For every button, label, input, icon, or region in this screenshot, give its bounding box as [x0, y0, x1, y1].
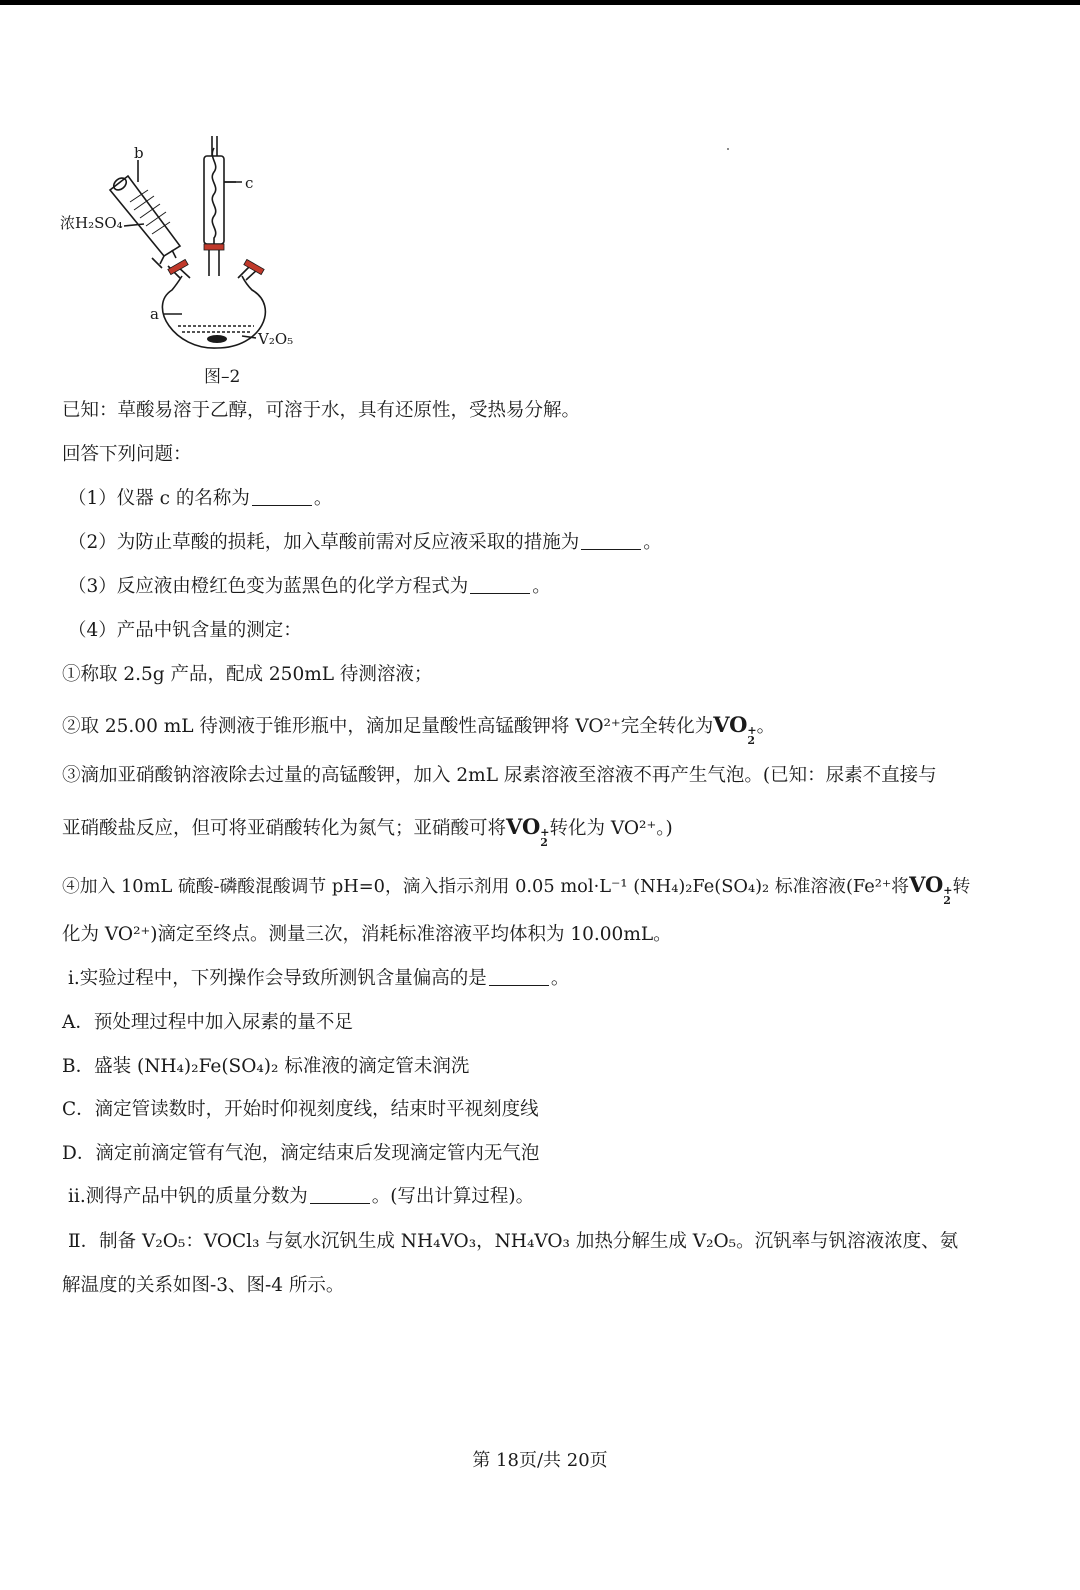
part-2-line-1: Ⅱ．制备 V₂O₅：VOCl₃ 与氨水沉钒生成 NH₄VO₃，NH₄VO₃ 加热分解生成 V₂O₅。沉钒率与钒溶液浓度、氨	[68, 1231, 959, 1252]
qii-end: 。(写出计算过程)。	[371, 1186, 535, 1207]
step-3-line-2	[62, 814, 1052, 848]
step-2	[62, 712, 1052, 746]
option-a: A．预处理过程中加入尿素的量不足	[62, 1012, 353, 1033]
label-oxide-line	[242, 336, 256, 338]
option-b: B．盛装 (NH₄)₂Fe(SO₄)₂ 标准液的滴定管未润洗	[62, 1056, 470, 1077]
question-i	[68, 966, 1058, 992]
option-d: D．滴定前滴定管有气泡，滴定结束后发现滴定管内无气泡	[62, 1143, 540, 1164]
s2-text: ②取 25.00 mL 待测液于锥形瓶中，滴加足量酸性高锰酸钾将 VO²⁺完全转化为	[62, 716, 714, 737]
q3-text: （3）反应液由橙红色变为蓝黑色的化学方程式为	[68, 576, 469, 597]
q2-text: （2）为防止草酸的损耗，加入草酸前需对反应液采取的措施为	[68, 532, 580, 553]
step-4-line-1	[62, 872, 1052, 906]
q1-end: 。	[313, 488, 333, 509]
label-b: b	[134, 144, 144, 162]
answer-blank	[252, 489, 312, 506]
question-2	[68, 530, 1058, 556]
known-info: 已知：草酸易溶于乙醇，可溶于水，具有还原性，受热易分解。	[62, 400, 581, 421]
q1-text: （1）仪器 c 的名称为	[68, 488, 250, 509]
joint-left	[168, 259, 188, 274]
label-acid: 浓H₂SO₄	[60, 214, 123, 232]
step-4-line-2: 化为 VO²⁺)滴定至终点。测量三次，消耗标准溶液平均体积为 10.00mL。	[62, 924, 672, 945]
qii-text: ⅱ.测得产品中钒的质量分数为	[68, 1186, 308, 1207]
answer-prompt: 回答下列问题：	[62, 444, 192, 465]
question-1	[68, 486, 1058, 512]
answer-blank	[581, 533, 641, 550]
answer-blank	[489, 969, 549, 986]
step-3-line-1: ③滴加亚硝酸钠溶液除去过量的高锰酸钾，加入 2mL 尿素溶液至溶液不再产生气泡。(已知：尿素不直接与	[62, 765, 937, 786]
step-1: ①称取 2.5g 产品，配成 250mL 待测溶液；	[62, 664, 433, 685]
condenser-top	[212, 136, 217, 156]
funnel-liquid	[130, 190, 170, 234]
ion-charge: +	[747, 724, 757, 737]
ion-base: VO	[909, 872, 944, 897]
apparatus-diagram	[52, 128, 312, 358]
figure-caption: 图–2	[204, 367, 241, 387]
ion-subscript: 2	[747, 734, 756, 747]
option-c: C．滴定管读数时，开始时仰视刻度线，结束时平视刻度线	[62, 1099, 539, 1120]
s4a-end: 转	[952, 876, 971, 897]
label-oxide: V₂O₅	[258, 330, 294, 348]
label-c: c	[245, 174, 254, 192]
part-2-line-2: 解温度的关系如图-3、图-4 所示。	[62, 1275, 345, 1296]
ion-subscript: 2	[540, 836, 548, 849]
q3-end: 。	[532, 576, 551, 597]
vo2-plus-ion	[909, 872, 953, 907]
s3b-end: 转化为 VO²⁺。)	[549, 818, 673, 839]
joint-center	[204, 244, 224, 250]
q2-end: 。	[643, 532, 662, 553]
v2o5-solid	[207, 335, 227, 343]
question-ii	[68, 1184, 1058, 1210]
vo2-plus-ion	[506, 814, 550, 849]
s4a-text: ④加入 10mL 硫酸-磷酸混酸调节 pH=0，滴入指示剂用 0.05 mol·L⁻¹ (NH₄)₂Fe(SO₄)₂ 标准溶液(Fe²⁺将	[62, 876, 910, 897]
answer-blank	[470, 577, 530, 594]
qi-text: ⅰ.实验过程中，下列操作会导致所测钒含量偏高的是	[68, 968, 487, 989]
qi-end: 。	[550, 968, 570, 989]
condenser-coil	[212, 148, 215, 250]
condenser-outer	[204, 156, 224, 244]
question-3	[68, 574, 1058, 600]
funnel-stem	[160, 250, 176, 264]
ion-base: VO	[506, 814, 541, 839]
label-acid-line	[124, 224, 144, 226]
s3b-text: 亚硝酸盐反应，但可将亚硝酸转化为氮气；亚硝酸可将	[62, 818, 507, 839]
answer-blank	[310, 1187, 370, 1204]
ion-base: VO	[713, 712, 748, 737]
flask-center-neck	[209, 250, 219, 276]
top-border	[0, 0, 1080, 5]
scan-speck	[727, 148, 729, 150]
page-footer: 第 18页/共 20页	[472, 1450, 608, 1471]
ion-charge: +	[540, 826, 550, 839]
s2-end: 。	[756, 716, 776, 737]
question-4: （4）产品中钒含量的测定：	[68, 620, 302, 641]
label-a: a	[150, 305, 159, 323]
ion-charge: +	[943, 884, 953, 897]
ion-subscript: 2	[943, 894, 951, 907]
vo2-plus-ion	[713, 712, 757, 747]
